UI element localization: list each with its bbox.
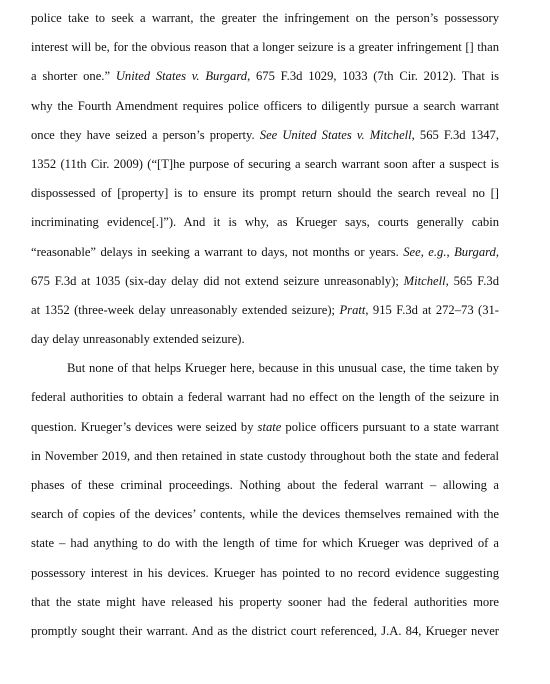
text-run: once they have seized a person’s property.: [31, 127, 260, 142]
text-line: [31, 383, 499, 412]
document-page: [31, 4, 499, 646]
italic-citation: See, e.g.: [403, 244, 447, 259]
text-run: “reasonable” delays in seeking a warrant to days, not months or years.: [31, 244, 404, 259]
text-run: ,: [446, 244, 455, 259]
italic-citation: Mitchell: [403, 273, 446, 288]
italic-citation: See United States v. Mitchell: [259, 127, 412, 142]
text-run: phases of these criminal proceedings. Nothing about the federal warrant – allowing a: [31, 478, 499, 492]
text-run: , 565 F.3d 1347,: [411, 127, 500, 142]
text-run: , 915 F.3d at 272–73 (31-: [365, 302, 500, 317]
text-run: possessory interest in his devices. Krueger has pointed to no record evidence suggesting: [31, 565, 499, 580]
text-run: day delay unreasonably extended seizure).: [31, 332, 245, 347]
text-run: , 565 F.3d: [445, 273, 500, 288]
text-line: [31, 588, 499, 617]
text-run: ,: [495, 244, 499, 259]
text-run: why the Fourth Amendment requires police officers to diligently pursue a search warrant: [31, 98, 499, 113]
text-run: interest will be, for the obvious reason that a longer seizure is a greater infringement [] than: [31, 40, 499, 55]
text-run: in November 2019, and then retained in state custody throughout both the state and federal: [31, 448, 499, 463]
text-run: 1352 (11th Cir. 2009) (“[T]he purpose of securing a search warrant soon after a suspect is: [31, 156, 499, 171]
text-run: , 675 F.3d 1029, 1033 (7th Cir. 2012). That is: [247, 69, 499, 84]
text-run: police officers pursuant to a state warrant: [281, 419, 499, 434]
text-line: [31, 325, 499, 354]
text-line: [31, 471, 499, 500]
text-run: that the state might have released his property sooner had the federal authorities more: [31, 594, 499, 609]
text-line: [31, 238, 499, 267]
italic-citation: United States v. Burgard: [115, 69, 248, 84]
text-run: incriminating evidence[.]”). And it is why, as Krueger says, courts generally cabin: [31, 215, 499, 230]
text-line: [31, 179, 499, 208]
text-line: [31, 121, 499, 150]
text-line: [31, 150, 499, 179]
text-run: federal authorities to obtain a federal warrant had no effect on the length of the seizure in: [31, 390, 499, 405]
italic-citation: state: [257, 419, 282, 434]
paragraph-seizure-delay: [31, 4, 499, 354]
text-line: [31, 208, 499, 237]
text-line: [31, 413, 499, 442]
text-line: [31, 559, 499, 588]
text-line: [31, 500, 499, 529]
text-line: [31, 267, 499, 296]
text-run: police take to seek a warrant, the greater the infringement on the person’s possessory: [31, 11, 499, 25]
text-line: [31, 442, 499, 471]
text-line: [31, 296, 499, 325]
text-run: dispossessed of [property] is to ensure its prompt return should the search reveal no []: [31, 186, 499, 201]
text-line: [31, 33, 499, 62]
text-line: [31, 529, 499, 558]
text-line: [31, 62, 499, 91]
text-run: at 1352 (three-week delay unreasonably extended seizure);: [31, 302, 340, 317]
text-run: 675 F.3d at 1035 (six-day delay did not extend seizure unreasonably);: [31, 273, 404, 288]
text-line: [31, 354, 499, 383]
paragraph-krueger-analysis: [31, 354, 499, 646]
text-run: question. Krueger’s devices were seized by: [31, 419, 258, 434]
text-run: state – had anything to do with the length of time for which Krueger was deprived of a: [31, 536, 499, 551]
text-line: [31, 92, 499, 121]
italic-citation: Pratt: [339, 302, 366, 317]
text-run: a shorter one.”: [31, 69, 116, 84]
italic-citation: Burgard: [454, 244, 496, 259]
text-line: [31, 4, 499, 33]
text-run: promptly sought their warrant. And as the district court referenced, J.A. 84, Krueger never: [31, 623, 499, 638]
text-line: [31, 617, 499, 646]
text-run: But none of that helps Krueger here, because in this unusual case, the time taken by: [67, 361, 499, 376]
text-run: search of copies of the devices’ contents, while the devices themselves remained with the: [31, 507, 499, 522]
